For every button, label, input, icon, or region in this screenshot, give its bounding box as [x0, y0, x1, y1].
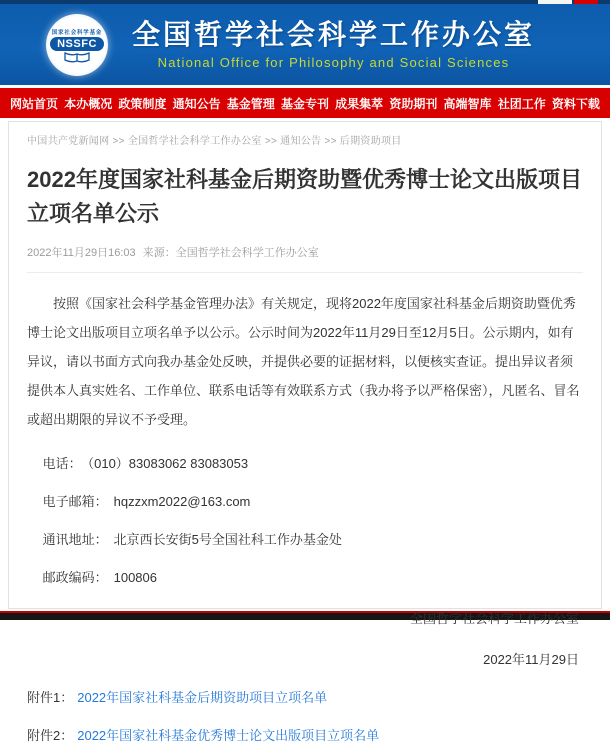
top-strip-white-fragment [538, 0, 572, 4]
nav-item-funded-journals[interactable]: 资助期刊 [389, 96, 438, 111]
article-title: 2022年度国家社科基金后期资助暨优秀博士论文出版项目立项名单公示 [27, 167, 582, 226]
nav-item-about[interactable]: 本办概况 [64, 96, 113, 111]
nav-item-think-tanks[interactable]: 高端智库 [443, 96, 492, 111]
contact-address [27, 529, 583, 548]
nav-item-downloads[interactable]: 资料下载 [551, 96, 600, 111]
nav-item-policy[interactable]: 政策制度 [118, 96, 167, 111]
phone-value: （010）83083062 83083053 [87, 456, 249, 471]
email-value: hqzzxm2022@163.com [113, 494, 251, 509]
nav-item-associations[interactable]: 社团工作 [497, 96, 546, 111]
nssfc-logo-icon [46, 14, 108, 76]
signature-date: 2022年11月29日 [483, 652, 579, 667]
main-nav [0, 88, 610, 118]
logo-ring-text: 国家社会科学基金 [51, 29, 103, 36]
attachment-2 [27, 725, 583, 744]
attachment-2-label: 附件2： [27, 728, 74, 743]
address-label: 通讯地址： [42, 532, 108, 547]
attachment-1 [27, 687, 583, 706]
nav-item-achievements[interactable]: 成果集萃 [335, 96, 384, 111]
nav-item-fund-management[interactable]: 基金管理 [226, 96, 275, 111]
email-label: 电子邮箱： [42, 494, 108, 509]
postcode-label: 邮政编码： [42, 570, 108, 585]
article-meta [27, 244, 583, 273]
logo-abbr: NSSFC [50, 37, 104, 51]
postcode-value: 100806 [113, 570, 157, 585]
nav-item-notices[interactable]: 通知公告 [172, 96, 221, 111]
article-container [8, 121, 602, 743]
contact-email [27, 491, 583, 510]
attachment-1-label: 附件1： [27, 690, 74, 705]
article-paragraph: 按照《国家社会科学基金管理办法》有关规定，现将2022年度国家社科基金后期资助暨优秀博士论文出版项目立项名单予以公示。公示时间为2022年11月29日至12月5日。公示期内，如有异议，请以书面方式向我办基金处反映，并提供必要的证据材料，以便核实查证。提出异议者须提供本人真实姓名、工作单位、联系电话等有效联系方式（我办将予以严格保密），凡匿名、冒名或超出期限的异议不予受理。 [27, 296, 580, 427]
attachment-2-link[interactable]: 2022年国家社科基金优秀博士论文出版项目立项名单 [77, 728, 380, 743]
top-strip-red-fragment [574, 0, 598, 4]
top-strip [0, 0, 610, 4]
attachment-1-link[interactable]: 2022年国家社科基金后期资助项目立项名单 [77, 690, 328, 705]
article-source: 来源：全国哲学社会科学工作办公室 [142, 247, 319, 259]
site-title: 全国哲学社会科学工作办公室 [132, 19, 536, 50]
article-date: 2022年11月29日16:03 [27, 247, 136, 259]
site-subtitle: National Office for Philosophy and Social Sciences [157, 55, 510, 70]
nav-item-fund-journal[interactable]: 基金专刊 [280, 96, 329, 111]
address-value: 北京西长安街5号全国社科工作办基金处 [113, 532, 342, 547]
contact-phone [27, 453, 583, 472]
contact-postcode [27, 567, 583, 586]
phone-label: 电话： [42, 456, 82, 471]
site-masthead [0, 4, 610, 85]
open-book-icon [64, 52, 90, 63]
signature: 全国哲学社会科学工作办公室 [409, 611, 579, 626]
nav-item-home[interactable]: 网站首页 [10, 96, 59, 111]
breadcrumb[interactable]: 中国共产党新闻网 >> 全国哲学社会科学工作办公室 >> 通知公告 >> 后期资助项目 [27, 136, 402, 147]
